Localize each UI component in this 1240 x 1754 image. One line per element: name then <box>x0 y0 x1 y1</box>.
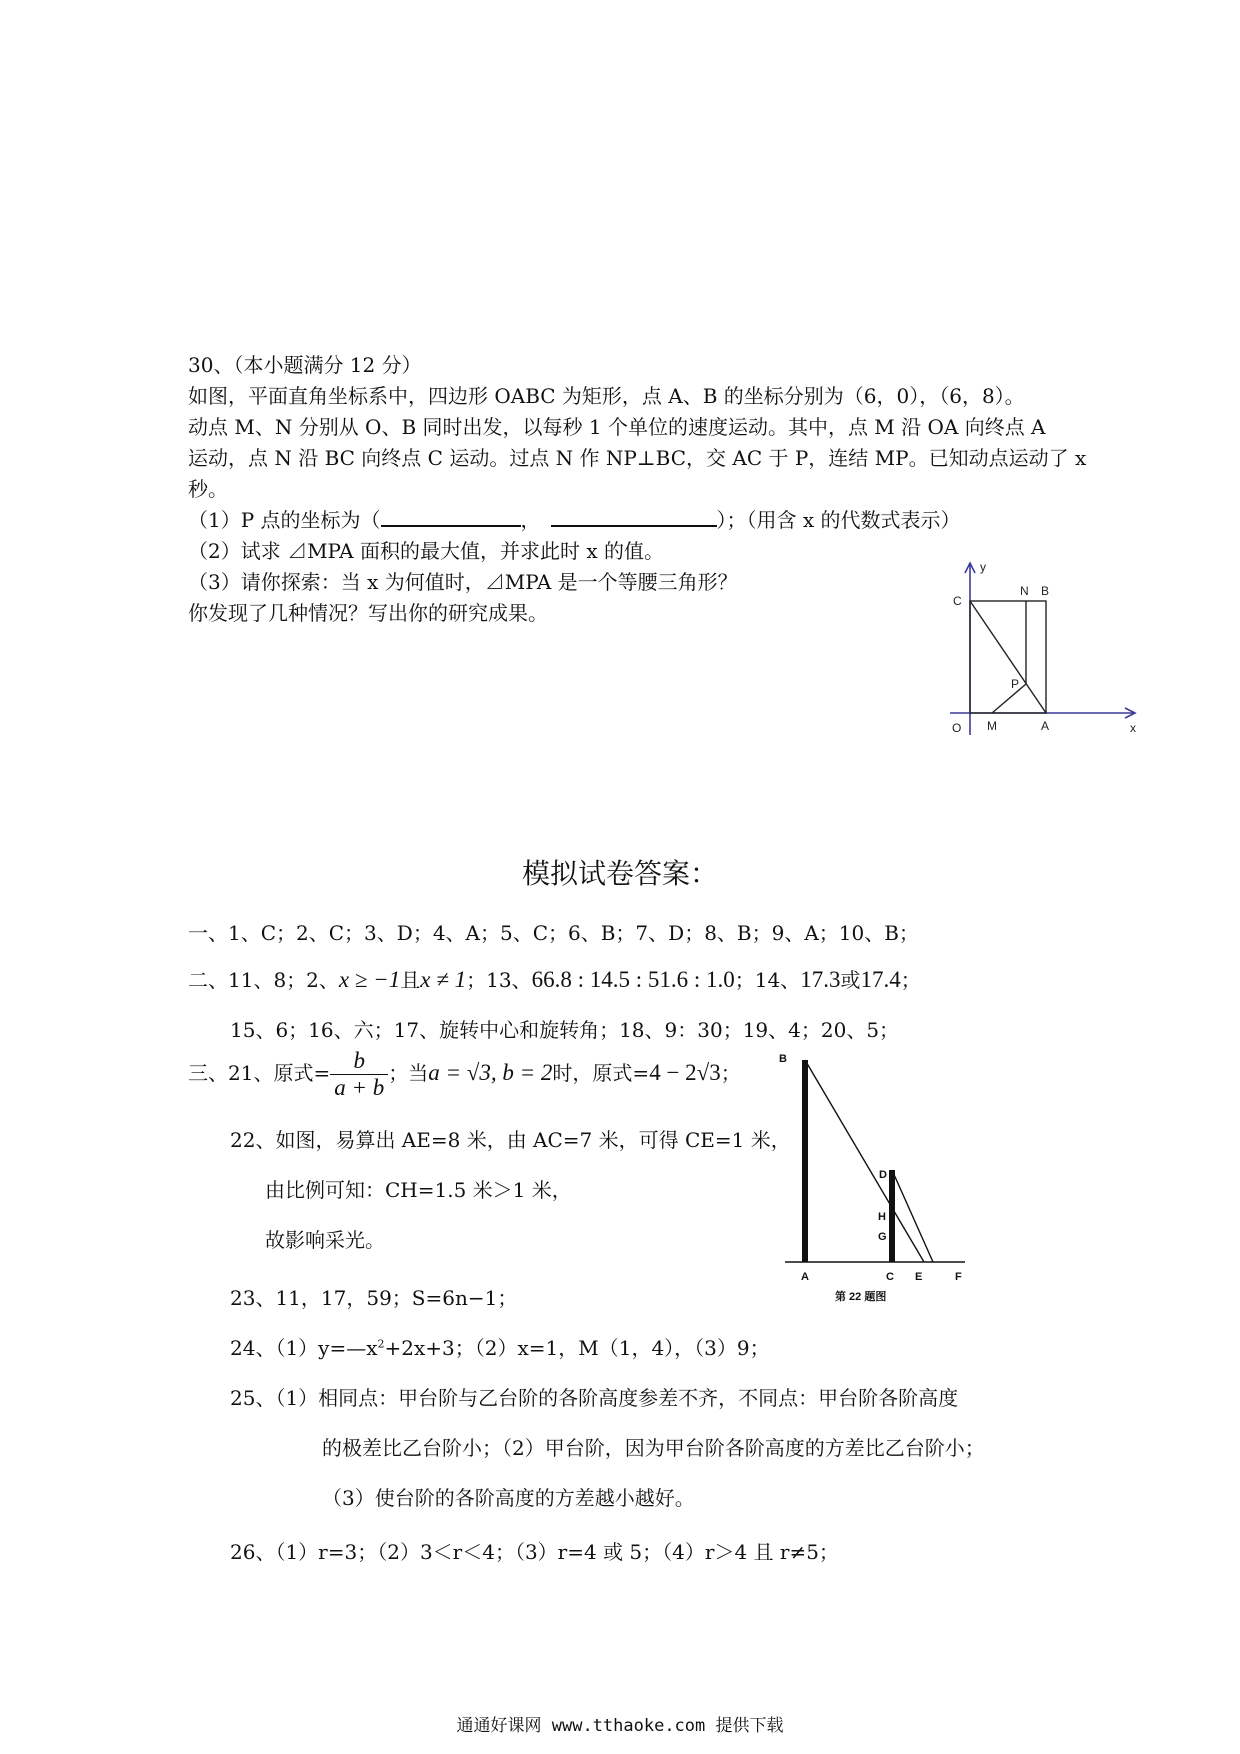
label-e: E <box>915 1271 923 1283</box>
q30-line-1: 如图，平面直角坐标系中，四边形 OABC 为矩形，点 A、B 的坐标分别为（6，0），（6，8）。 <box>188 384 1025 408</box>
inequality-1: x ≥ −1 <box>338 967 401 992</box>
label-a: A <box>1041 719 1050 733</box>
sun-ray-df <box>892 1170 933 1262</box>
label-f: F <box>955 1271 962 1283</box>
inequality-2: x ≠ 1 <box>420 967 467 992</box>
sun-ray-be <box>805 1060 924 1262</box>
label-a: A <box>801 1271 809 1283</box>
label-d: D <box>879 1169 887 1181</box>
q30-header: 30、（本小题满分 12 分） <box>188 353 422 377</box>
label-b: B <box>1041 584 1050 598</box>
label-c: C <box>886 1271 894 1283</box>
label-o: O <box>952 721 962 735</box>
answer-blank-2 <box>551 505 717 527</box>
label-n: N <box>1020 584 1029 598</box>
answers-section-2b: 15、6；16、六；17、旋转中心和旋转角；18、9：30；19、4；20、5； <box>230 1018 900 1042</box>
q30-part-2: （2）试求 ⊿MPA 面积的最大值，并求此时 x 的值。 <box>188 539 664 563</box>
q30-part-1: （1）P 点的坐标为（ ， ）；（用含 x 的代数式表示） <box>188 505 1088 536</box>
diagonal-ac <box>970 601 1046 713</box>
answers-q23: 23、11，17，59；S=6n−1； <box>230 1286 518 1310</box>
answers-q22-line-2: 由比例可知：CH=1.5 米＞1 米， <box>265 1178 572 1202</box>
label-p: P <box>1011 677 1020 691</box>
result-value: 4 − 2√3 <box>649 1060 721 1085</box>
q30-line-4: 秒。 <box>188 477 228 501</box>
answers-title: 模拟试卷答案： <box>521 857 718 890</box>
answers-section-2: 二、11、8；2、x ≥ −1且x ≠ 1；13、66.8 : 14.5 : 51.6 : 1.0；14、17.3或17.4； <box>188 967 921 992</box>
ratio: 66.8 : 14.5 : 51.6 : 1.0 <box>531 967 735 992</box>
fraction: $\frac{b}{a + b}$ <box>330 1048 388 1101</box>
condition: a = √3, b = 2 <box>428 1060 553 1085</box>
label-g: G <box>878 1231 887 1243</box>
answers-q26: 26、（1）r=3；（2）3＜r＜4；（3）r=4 或 5；（4）r＞4 且 r≠5； <box>230 1540 839 1564</box>
answers-q22-line-1: 22、如图，易算出 AE=8 米，由 AC=7 米，可得 CE=1 米， <box>230 1128 791 1152</box>
footer-text: 通通好课网 www.tthaoke.com 提供下载 <box>456 1716 784 1736</box>
q30-line-2: 动点 M、N 分别从 O、B 同时出发，以每秒 1 个单位的速度运动。其中，点 M 沿 OA 向终点 A <box>188 415 1046 439</box>
label-h: H <box>878 1211 886 1223</box>
answers-q24: 24、$(1)y=—x^2+2x+3$；（2）x=1，M（1，4），（3）9； <box>230 1336 770 1360</box>
answers-q25-line-2: 的极差比乙台阶小；（2）甲台阶，因为甲台阶各阶高度的方差比乙台阶小； <box>322 1436 985 1460</box>
answers-q25-line-1: 25、（1）相同点：甲台阶与乙台阶的各阶高度参差不齐，不同点：甲台阶各阶高度 <box>230 1386 959 1410</box>
q22-figure <box>775 1050 985 1310</box>
label-y: y <box>980 560 986 574</box>
answers-q21: 三、21、原式= $\frac{b}{a + b}$ ；当a = √3, b = 2时，原式=4 − 2√3； <box>188 1048 741 1100</box>
answers-q25-line-3: （3）使台阶的各阶高度的方差越小越好。 <box>322 1486 695 1510</box>
q30-part-3b: 你发现了几种情况？写出你的研究成果。 <box>188 601 548 625</box>
label-c: C <box>953 594 962 608</box>
q30-part-3: （3）请你探索：当 x 为何值时，⊿MPA 是一个等腰三角形？ <box>188 570 738 594</box>
label-b: B <box>779 1053 787 1065</box>
figure-caption: 第 22 题图 <box>835 1291 887 1303</box>
answers-section-1: 一、1、C；2、C；3、D；4、A；5、C；6、B；7、D；8、B；9、A；10、B； <box>188 921 919 945</box>
answers-q22-line-3: 故影响采光。 <box>265 1228 385 1252</box>
label-m: M <box>987 719 997 733</box>
label-x: x <box>1130 721 1136 735</box>
answer-blank-1 <box>381 505 521 527</box>
q30-figure <box>940 555 1140 745</box>
q30-line-3: 运动，点 N 沿 BC 向终点 C 运动。过点 N 作 NP⊥BC，交 AC 于 P，连结 MP。已知动点运动了 x <box>188 446 1087 470</box>
segment-mp <box>992 684 1026 713</box>
